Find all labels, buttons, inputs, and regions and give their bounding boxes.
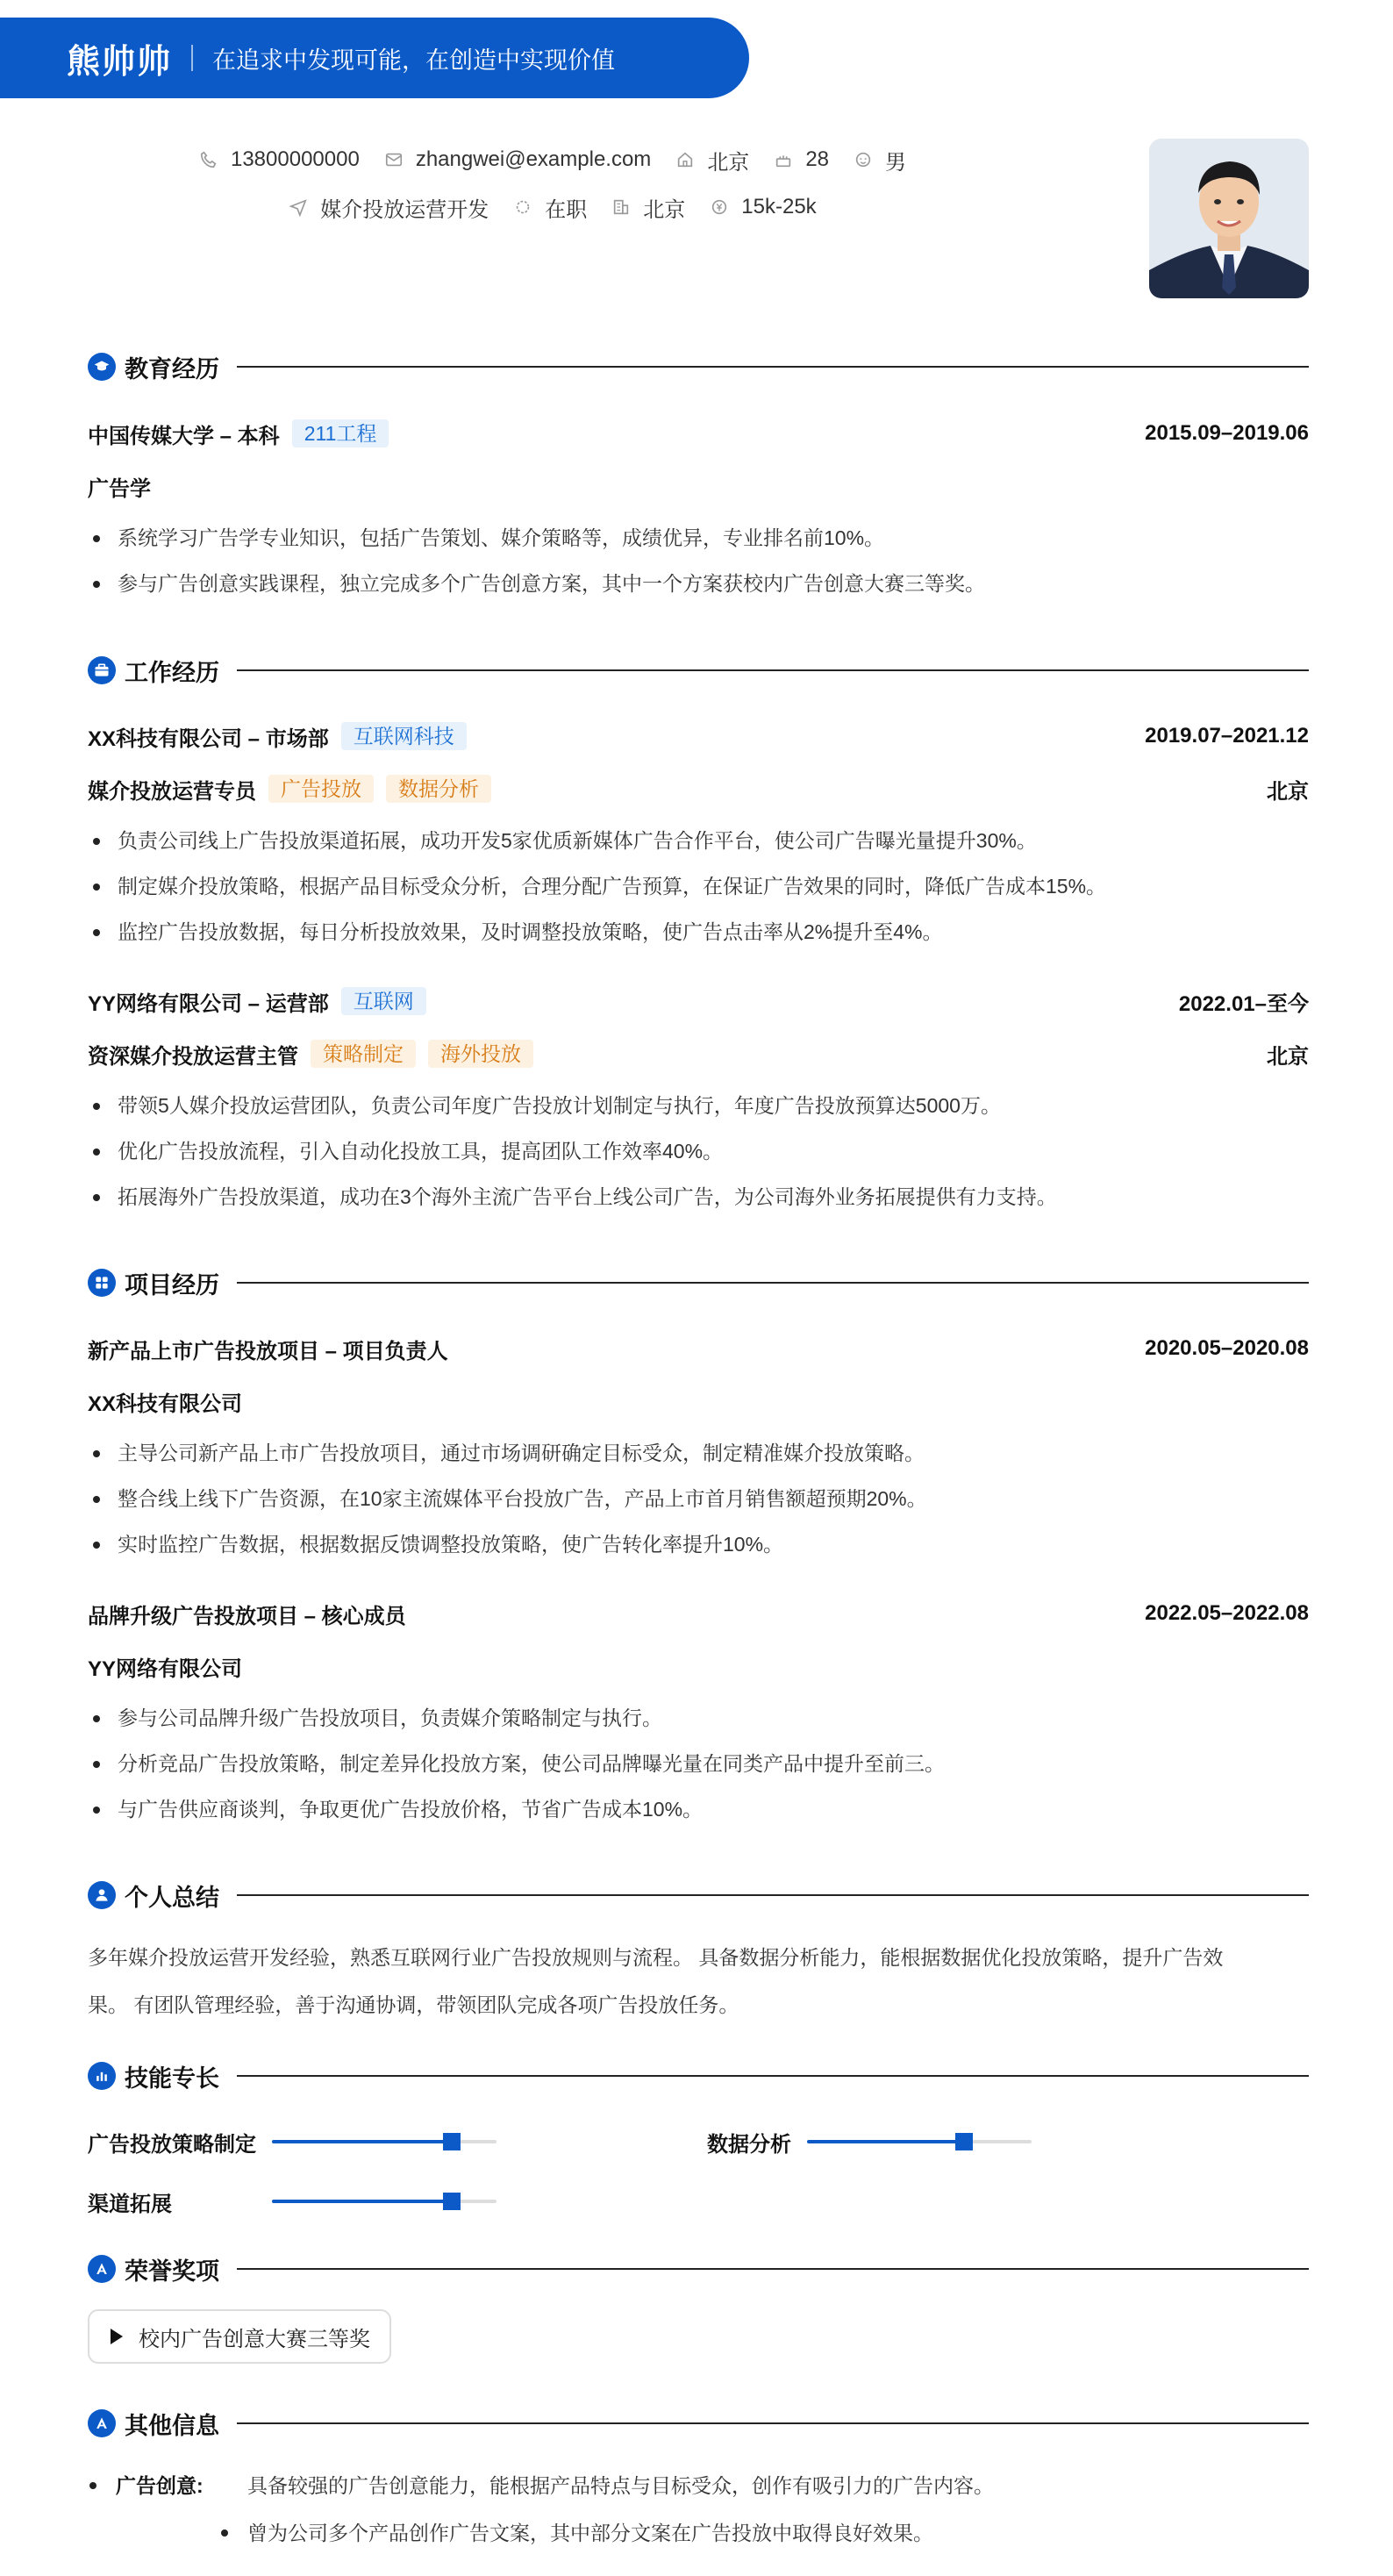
bullet-dot [89,2482,96,2489]
education-period: 2015.09–2019.06 [1145,421,1309,445]
section-title: 技能专长 [125,2064,219,2092]
skill-bar-fill [272,2140,452,2143]
contact-gender: 男 [854,145,906,175]
job-salary: 15k-25k [710,195,816,219]
list-item: 负责公司线上广告投放渠道拓展，成功开发5家优质新媒体广告合作平台，使公司广告曝光量提升30%。 [88,818,1309,863]
education-bullets [88,515,1309,606]
honor-text: 校内广告创意大赛三等奖 [139,2327,370,2351]
grid-icon [88,1269,116,1297]
skill-tag: 策略制定 [311,1040,416,1068]
mail-icon [384,150,404,169]
project-2-bullets [88,1695,1309,1832]
summary-line: 果。 有团队管理经验，善于沟通协调，带领团队完成各项广告投放任务。 [88,1993,739,2016]
skill-name: 渠道拓展 [88,2192,172,2216]
list-item: 监控广告投放数据，每日分析投放效果，及时调整投放策略，使广告点击率从2%提升至4%。 [88,909,1309,955]
candidate-name: 熊帅帅 [67,43,173,81]
skill-bar-handle [955,2133,973,2150]
list-item: 带领5人媒介投放运营团队，负责公司年度广告投放计划制定与执行，年度广告投放预算达5000万。 [88,1083,1309,1128]
skill-name: 数据分析 [707,2132,791,2157]
section-honors [88,2251,1309,2286]
phone-icon [199,150,218,169]
user-icon [88,1881,116,1909]
work-period: 2022.01–至今 [1178,991,1309,1016]
section-rule [237,1894,1309,1896]
skill-bar-fill [272,2200,452,2203]
list-item: 与广告供应商谈判，争取更优广告投放价格，节省广告成本10%。 [88,1786,1309,1832]
work-period: 2019.07–2021.12 [1145,724,1309,748]
skill-tag: 数据分析 [386,775,491,803]
work-2-header [88,986,1309,1016]
section-skills [88,2058,1309,2093]
project-company: YY网络有限公司 [88,1657,243,1681]
work-city: 北京 [1267,1044,1309,1069]
honor-item[interactable] [88,2309,391,2364]
other-row [88,2509,1309,2557]
status-icon [513,197,532,217]
contact-location: 北京 [675,145,749,175]
section-title: 项目经历 [125,1271,219,1299]
project-1-header [88,1334,1309,1363]
list-item: 制定媒介投放策略，根据产品目标受众分析，合理分配广告预算，在保证广告效果的同时，降低广告成本15%。 [88,863,1309,909]
gender-icon [854,150,873,169]
project-period: 2022.05–2022.08 [1145,1601,1309,1625]
industry-tag: 互联网 [341,987,426,1015]
job-target: 媒介投放运营开发 [289,192,489,223]
section-summary [88,1878,1309,1913]
school-name: 中国传媒大学 – 本科 [88,424,280,448]
section-education [88,349,1309,384]
list-item: 系统学习广告学专业知识，包括广告策划、媒介策略等，成绩优异，专业排名前10%。 [88,515,1309,561]
briefcase-icon [88,656,116,684]
list-item: 优化广告投放流程，引入自动化投放工具，提高团队工作效率40%。 [88,1128,1309,1174]
contact-age: 28 [774,147,829,172]
section-title: 其他信息 [125,2412,219,2439]
list-item: 分析竞品广告投放策略，制定差异化投放方案，使公司品牌曝光量在同类产品中提升至前三。 [88,1741,1309,1786]
work-1-header [88,721,1309,751]
bullet-dot [221,2529,228,2537]
skill-name: 广告投放策略制定 [88,2132,256,2157]
skill-bar-fill [807,2140,964,2143]
position-title: 资深媒介投放运营主管 [88,1044,298,1069]
skill-item [88,2186,496,2216]
building-icon [611,197,631,217]
other-text: 具备较强的广告创意能力，能根据产品特点与目标受众，创作有吸引力的广告内容。 [247,2474,994,2497]
company-name: YY网络有限公司 – 运营部 [88,991,329,1016]
other-row [88,2462,1309,2509]
section-rule [237,2268,1309,2270]
skill-item [707,2127,1032,2157]
graduation-cap-icon [88,353,116,381]
work-1-bullets [88,818,1309,955]
project-name: 品牌升级广告投放项目 – 核心成员 [88,1604,406,1628]
send-icon [289,197,308,217]
section-title: 个人总结 [125,1884,219,1911]
play-triangle-icon [111,2329,123,2344]
list-item: 主导公司新产品上市广告投放项目，通过市场调研确定目标受众，制定精准媒介投放策略。 [88,1430,1309,1476]
contact-row-1 [0,144,1105,175]
age-icon [774,150,793,169]
industry-tag: 互联网科技 [341,722,467,750]
skill-bar [272,2200,496,2203]
contact-email: zhangwei@example.com [384,147,652,172]
section-rule [237,366,1309,368]
banner-divider [191,45,193,71]
project-name: 新产品上市广告投放项目 – 项目负责人 [88,1339,448,1363]
section-title: 荣誉奖项 [125,2258,219,2285]
job-status: 在职 [513,192,587,223]
summary-line: 多年媒介投放运营开发经验，熟悉互联网行业广告投放规则与流程。 具备数据分析能力，能根据数据优化投放策略，提升广告效 [88,1946,1224,1969]
section-other [88,2406,1309,2441]
other-info [88,2462,1309,2557]
project-period: 2020.05–2020.08 [1145,1336,1309,1360]
education-major: 广告学 [88,476,151,501]
work-city: 北京 [1267,779,1309,804]
contact-phone: 13800000000 [199,147,360,172]
skill-bar [272,2140,496,2143]
list-item: 参与广告创意实践课程，独立完成多个广告创意方案，其中一个方案获校内广告创意大赛三等奖。 [88,561,1309,606]
project-1-company-row [88,1386,1309,1416]
work-2-position [88,1039,1309,1069]
salary-icon [710,197,729,217]
award-icon [88,2409,116,2437]
job-city: 北京 [611,192,685,223]
project-2-header [88,1599,1309,1628]
company-name: XX科技有限公司 – 市场部 [88,726,329,751]
bar-chart-icon [88,2062,116,2090]
summary-text [88,1934,1309,2029]
list-item: 参与公司品牌升级广告投放项目，负责媒介策略制定与执行。 [88,1695,1309,1741]
section-rule [237,2075,1309,2077]
other-text: 曾为公司多个产品创作广告文案，其中部分文案在广告投放中取得良好效果。 [247,2522,933,2544]
education-major-row [88,471,1309,501]
education-header [88,419,1309,448]
project-1-bullets [88,1430,1309,1567]
list-item: 拓展海外广告投放渠道，成功在3个海外主流广告平台上线公司广告，为公司海外业务拓展提供有力支持。 [88,1174,1309,1220]
award-icon [88,2255,116,2283]
section-project [88,1265,1309,1300]
school-tag: 211工程 [292,419,389,447]
skill-bar-handle [443,2133,461,2150]
skill-bar-handle [443,2193,461,2210]
list-item: 整合线上线下广告资源，在10家主流媒体平台投放广告，产品上市首月销售额超预期20%。 [88,1476,1309,1521]
home-icon [675,150,695,169]
name-banner [0,18,749,98]
work-1-position [88,774,1309,804]
skill-tag: 海外投放 [428,1040,533,1068]
position-title: 媒介投放运营专员 [88,779,256,804]
list-item: 实时监控广告数据，根据数据反馈调整投放策略，使广告转化率提升10%。 [88,1521,1309,1567]
contact-row-2 [0,191,1105,223]
skill-tag: 广告投放 [268,775,374,803]
section-rule [237,2422,1309,2424]
project-2-company-row [88,1651,1309,1681]
section-title: 教育经历 [125,355,219,383]
other-label: 广告创意: [116,2474,204,2497]
candidate-motto: 在追求中发现可能，在创造中实现价值 [212,47,616,74]
project-company: XX科技有限公司 [88,1392,243,1416]
profile-photo [1149,139,1309,298]
section-rule [237,669,1309,671]
work-2-bullets [88,1083,1309,1220]
section-work [88,653,1309,688]
skill-bar [807,2140,1032,2143]
section-rule [237,1282,1309,1284]
section-title: 工作经历 [125,659,219,686]
skill-item [88,2127,496,2157]
